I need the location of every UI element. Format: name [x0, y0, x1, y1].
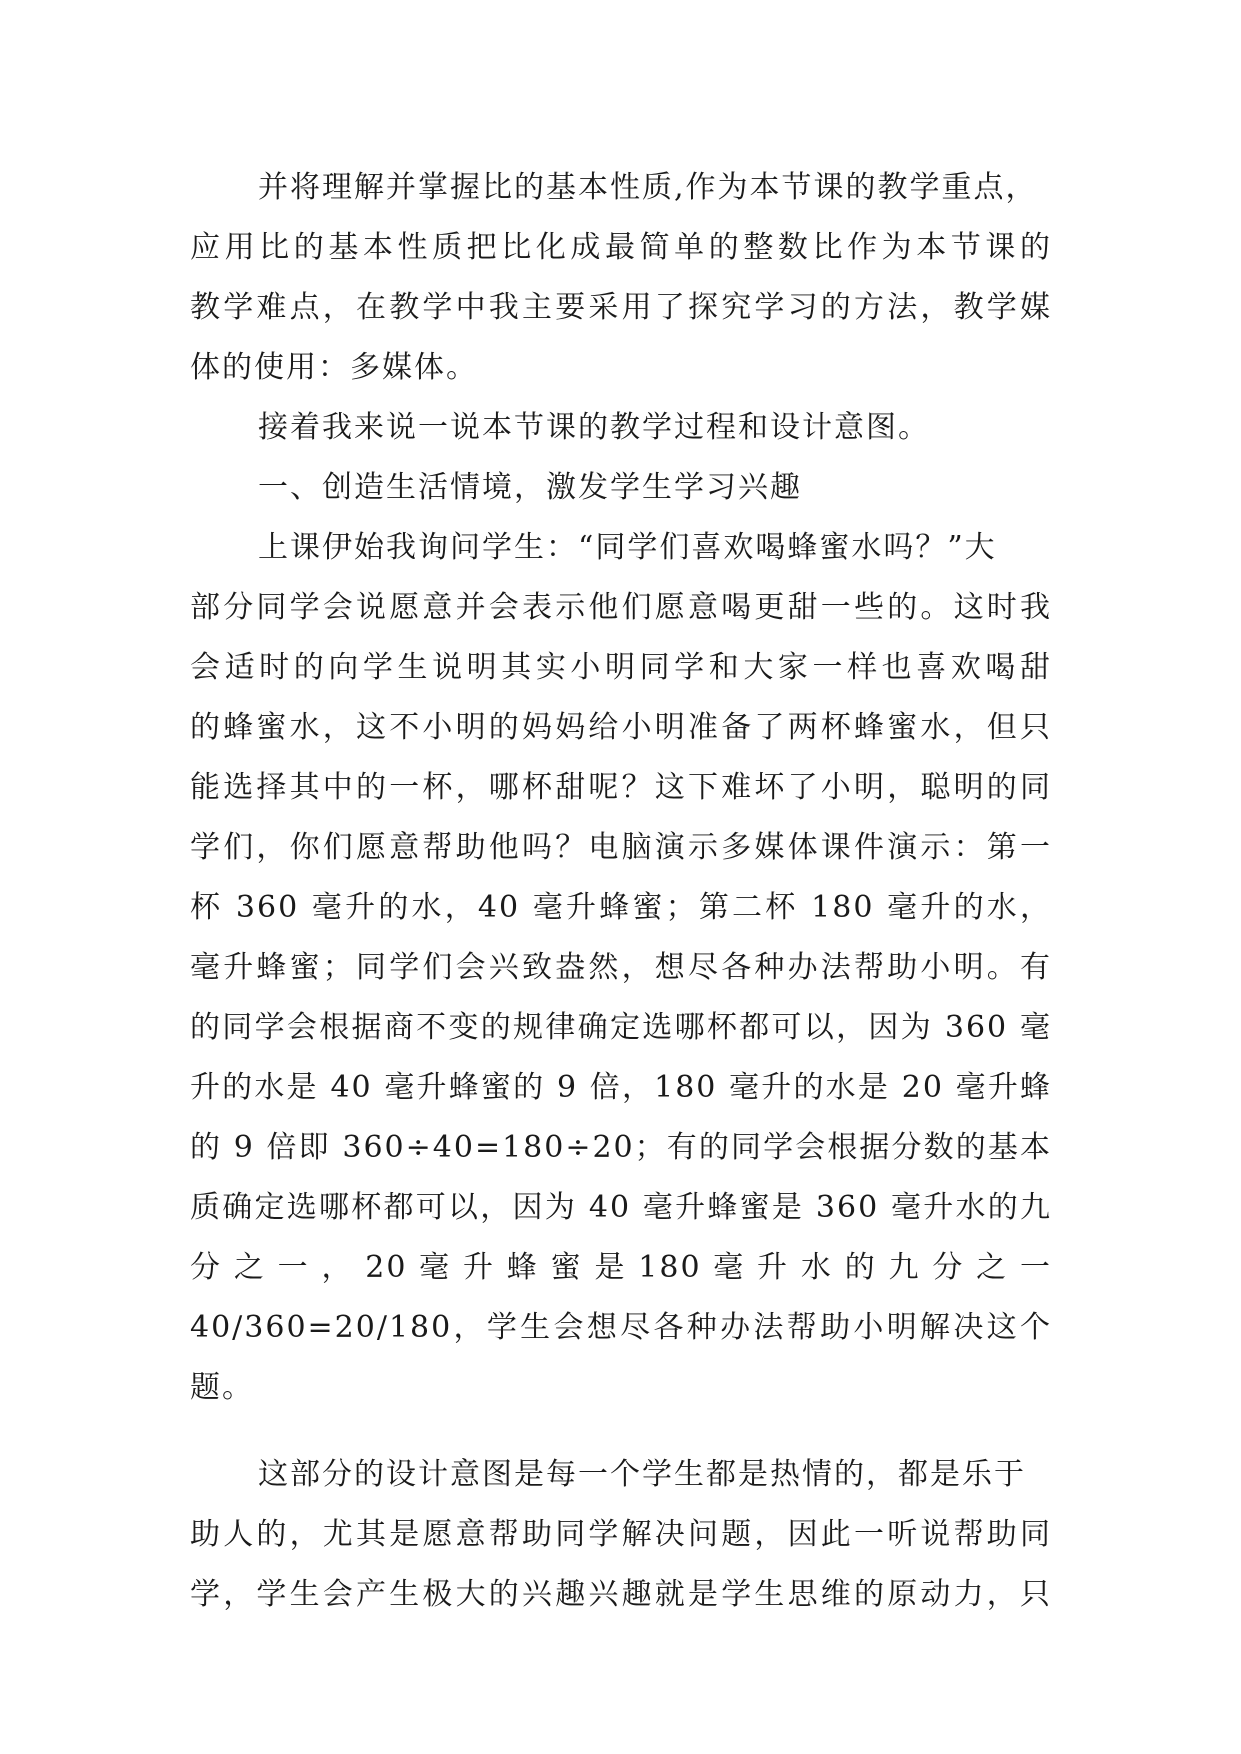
- text-line: 教学难点，在教学中我主要采用了探究学习的方法，教学媒: [190, 290, 1052, 325]
- text-line: 接着我来说一说本节课的教学过程和设计意图。: [258, 410, 930, 445]
- text-line: 升的水是 40 毫升蜂蜜的 9 倍，180 毫升的水是 20 毫升蜂: [190, 1070, 1052, 1105]
- text-line: 体的使用：多媒体。: [190, 350, 478, 385]
- text-line: 助人的，尤其是愿意帮助同学解决问题，因此一听说帮助同: [190, 1517, 1052, 1552]
- text-line: 题。: [190, 1370, 254, 1405]
- text-line: 会适时的向学生说明其实小明同学和大家一样也喜欢喝甜: [190, 650, 1052, 685]
- text-line: 杯 360 毫升的水，40 毫升蜂蜜；第二杯 180 毫升的水，: [190, 890, 1052, 925]
- text-line: 分 之 一 ， 20 毫 升 蜂 蜜 是 180 毫 升 水 的 九 分 之 一: [190, 1250, 1052, 1285]
- text-line: 学们，你们愿意帮助他吗？电脑演示多媒体课件演示：第一: [190, 830, 1052, 865]
- text-line: 质确定选哪杯都可以，因为 40 毫升蜂蜜是 360 毫升水的九: [190, 1190, 1052, 1225]
- text-line: 的蜂蜜水，这不小明的妈妈给小明准备了两杯蜂蜜水，但只: [190, 710, 1052, 745]
- body-text: [190, 158, 1052, 1625]
- text-line: 毫升蜂蜜；同学们会兴致盎然，想尽各种办法帮助小明。有: [190, 950, 1052, 985]
- text-line: 上课伊始我询问学生：“同学们喜欢喝蜂蜜水吗？”大: [258, 530, 997, 565]
- text-line: 40/360=20/180，学生会想尽各种办法帮助小明解决这个: [190, 1310, 1052, 1345]
- text-line: 并将理解并掌握比的基本性质,作为本节课的教学重点，: [258, 170, 1038, 205]
- text-line: 这部分的设计意图是每一个学生都是热情的，都是乐于: [258, 1457, 1026, 1492]
- text-line: 的 9 倍即 360÷40=180÷20；有的同学会根据分数的基本: [190, 1130, 1052, 1165]
- section-heading: 一、创造生活情境，激发学生学习兴趣: [258, 470, 802, 505]
- text-line: 的同学会根据商不变的规律确定选哪杯都可以，因为 360 毫: [190, 1010, 1052, 1045]
- text-line: 能选择其中的一杯，哪杯甜呢？这下难坏了小明，聪明的同: [190, 770, 1052, 805]
- text-line: 学，学生会产生极大的兴趣兴趣就是学生思维的原动力，只: [190, 1577, 1052, 1612]
- text-line: 应用比的基本性质把比化成最简单的整数比作为本节课的: [190, 230, 1052, 265]
- paragraph-gap: [190, 1418, 1052, 1445]
- text-line: 部分同学会说愿意并会表示他们愿意喝更甜一些的。这时我: [190, 590, 1052, 625]
